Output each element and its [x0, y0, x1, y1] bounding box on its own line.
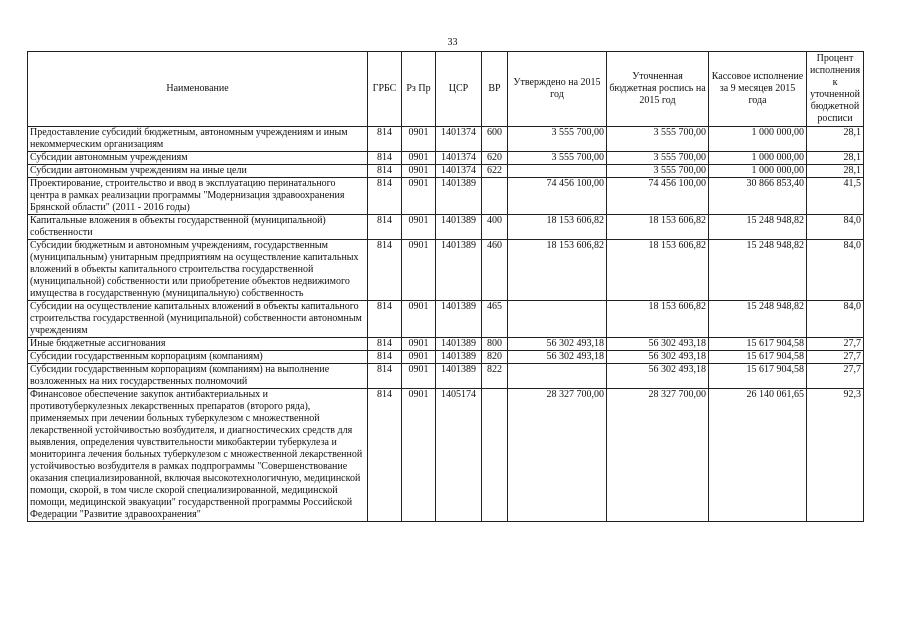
- cell-cash: 1 000 000,00: [709, 165, 807, 178]
- cell-specified: 18 153 606,82: [607, 215, 709, 240]
- table-header-row: [28, 52, 864, 127]
- cell-rzpr: 0901: [402, 389, 436, 522]
- cell-rzpr: 0901: [402, 364, 436, 389]
- cell-vr: 620: [482, 152, 508, 165]
- page-edge: [0, 626, 905, 640]
- table-row: [28, 338, 864, 351]
- cell-csr: 1405174: [436, 389, 482, 522]
- header-specified: Уточненная бюджетная роспись на 2015 год: [607, 52, 709, 127]
- header-rzpr: Рз Пр: [402, 52, 436, 127]
- cell-name: Субсидии на осуществление капитальных вложений в объекты капитального строительства государственной (муниципальной) собственности автономным учреждениям: [28, 301, 368, 338]
- cell-cash: 15 248 948,82: [709, 240, 807, 301]
- cell-vr: 460: [482, 240, 508, 301]
- cell-rzpr: 0901: [402, 301, 436, 338]
- table-row: [28, 127, 864, 152]
- table-row: [28, 215, 864, 240]
- cell-approved: 3 555 700,00: [508, 127, 607, 152]
- cell-rzpr: 0901: [402, 178, 436, 215]
- cell-percent: 27,7: [807, 364, 864, 389]
- cell-rzpr: 0901: [402, 152, 436, 165]
- cell-percent: 84,0: [807, 215, 864, 240]
- cell-specified: 28 327 700,00: [607, 389, 709, 522]
- cell-csr: 1401389: [436, 215, 482, 240]
- table-row: [28, 178, 864, 215]
- cell-cash: 15 617 904,58: [709, 351, 807, 364]
- cell-rzpr: 0901: [402, 165, 436, 178]
- cell-name: Субсидии государственным корпорациям (компаниям) на выполнение возложенных на них государственных полномочий: [28, 364, 368, 389]
- table-row: [28, 351, 864, 364]
- cell-grbs: 814: [368, 165, 402, 178]
- cell-vr: 822: [482, 364, 508, 389]
- cell-percent: 27,7: [807, 338, 864, 351]
- cell-approved: 56 302 493,18: [508, 338, 607, 351]
- header-grbs: ГРБС: [368, 52, 402, 127]
- cell-rzpr: 0901: [402, 215, 436, 240]
- cell-cash: 1 000 000,00: [709, 127, 807, 152]
- cell-csr: 1401389: [436, 240, 482, 301]
- cell-vr: 465: [482, 301, 508, 338]
- header-name: Наименование: [28, 52, 368, 127]
- cell-percent: 92,3: [807, 389, 864, 522]
- cell-name: Иные бюджетные ассигнования: [28, 338, 368, 351]
- table-row: [28, 301, 864, 338]
- cell-specified: 3 555 700,00: [607, 165, 709, 178]
- cell-approved: 28 327 700,00: [508, 389, 607, 522]
- cell-rzpr: 0901: [402, 127, 436, 152]
- header-vr: ВР: [482, 52, 508, 127]
- cell-approved: 74 456 100,00: [508, 178, 607, 215]
- cell-percent: 28,1: [807, 127, 864, 152]
- cell-name: Капитальные вложения в объекты государственной (муниципальной) собственности: [28, 215, 368, 240]
- cell-cash: 15 248 948,82: [709, 215, 807, 240]
- cell-csr: 1401389: [436, 301, 482, 338]
- cell-csr: 1401389: [436, 178, 482, 215]
- table-row: [28, 240, 864, 301]
- cell-grbs: 814: [368, 215, 402, 240]
- cell-approved: 56 302 493,18: [508, 351, 607, 364]
- cell-vr: 600: [482, 127, 508, 152]
- cell-grbs: 814: [368, 389, 402, 522]
- cell-grbs: 814: [368, 178, 402, 215]
- cell-name: Субсидии автономным учреждениям: [28, 152, 368, 165]
- cell-name: Финансовое обеспечение закупок антибактериальных и противотуберкулезных лекарственных препаратов (второго ряда), применяемых при лечении больных туберкулезом с множественной лекарственной устойчивостью возбудителя, и диагностических средств для выявления, определения чувствительности микобактерии туберкулеза и мониторинга лечения больных туберкулезом с множественной лекарственной устойчивостью возбудителя в рамках подпрограммы "Совершенствование оказания специализированной, включая высокотехнологичную, медицинской помощи, скорой, в том числе скорой специализированной, медицинской помощи, медицинской эвакуации" государственной программы Российской Федерации "Развитие здравоохранения": [28, 389, 368, 522]
- cell-csr: 1401374: [436, 165, 482, 178]
- cell-name: Субсидии автономным учреждениям на иные цели: [28, 165, 368, 178]
- cell-rzpr: 0901: [402, 351, 436, 364]
- header-csr: ЦСР: [436, 52, 482, 127]
- cell-grbs: 814: [368, 152, 402, 165]
- cell-csr: 1401389: [436, 351, 482, 364]
- cell-vr: 400: [482, 215, 508, 240]
- page-number: 33: [447, 37, 458, 48]
- header-approved: Утверждено на 2015 год: [508, 52, 607, 127]
- cell-csr: 1401374: [436, 152, 482, 165]
- cell-vr: [482, 178, 508, 215]
- cell-cash: 26 140 061,65: [709, 389, 807, 522]
- cell-approved: [508, 364, 607, 389]
- cell-percent: 84,0: [807, 240, 864, 301]
- cell-specified: 74 456 100,00: [607, 178, 709, 215]
- cell-rzpr: 0901: [402, 240, 436, 301]
- table-row: [28, 152, 864, 165]
- cell-specified: 3 555 700,00: [607, 152, 709, 165]
- cell-approved: 18 153 606,82: [508, 240, 607, 301]
- cell-grbs: 814: [368, 364, 402, 389]
- cell-vr: [482, 389, 508, 522]
- cell-percent: 28,1: [807, 152, 864, 165]
- table-row: [28, 165, 864, 178]
- budget-execution-table: [27, 51, 864, 522]
- cell-specified: 18 153 606,82: [607, 301, 709, 338]
- cell-grbs: 814: [368, 240, 402, 301]
- cell-csr: 1401374: [436, 127, 482, 152]
- cell-cash: 30 866 853,40: [709, 178, 807, 215]
- cell-rzpr: 0901: [402, 338, 436, 351]
- cell-approved: [508, 165, 607, 178]
- cell-percent: 41,5: [807, 178, 864, 215]
- table-row: [28, 389, 864, 522]
- cell-grbs: 814: [368, 301, 402, 338]
- cell-csr: 1401389: [436, 364, 482, 389]
- cell-name: Проектирование, строительство и ввод в эксплуатацию перинатального центра в рамках реализации программы "Модернизация здравоохранения Брянской области" (2011 - 2016 годы): [28, 178, 368, 215]
- cell-cash: 15 617 904,58: [709, 364, 807, 389]
- cell-name: Предоставление субсидий бюджетным, автономным учреждениям и иным некоммерческим организациям: [28, 127, 368, 152]
- cell-specified: 56 302 493,18: [607, 364, 709, 389]
- header-cash: Кассовое исполнение за 9 месяцев 2015 года: [709, 52, 807, 127]
- cell-csr: 1401389: [436, 338, 482, 351]
- cell-grbs: 814: [368, 127, 402, 152]
- cell-approved: [508, 301, 607, 338]
- cell-percent: 28,1: [807, 165, 864, 178]
- table-body: [28, 127, 864, 522]
- cell-approved: 3 555 700,00: [508, 152, 607, 165]
- header-percent: Процент исполнения к уточненной бюджетной росписи: [807, 52, 864, 127]
- cell-percent: 84,0: [807, 301, 864, 338]
- cell-cash: 15 617 904,58: [709, 338, 807, 351]
- cell-specified: 56 302 493,18: [607, 351, 709, 364]
- cell-vr: 820: [482, 351, 508, 364]
- cell-vr: 800: [482, 338, 508, 351]
- cell-specified: 18 153 606,82: [607, 240, 709, 301]
- cell-vr: 622: [482, 165, 508, 178]
- cell-specified: 56 302 493,18: [607, 338, 709, 351]
- cell-approved: 18 153 606,82: [508, 215, 607, 240]
- cell-percent: 27,7: [807, 351, 864, 364]
- table-row: [28, 364, 864, 389]
- cell-specified: 3 555 700,00: [607, 127, 709, 152]
- cell-name: Субсидии бюджетным и автономным учреждениям, государственным (муниципальным) унитарным предприятиям на осуществление капитальных вложений в объекты капитального строительства государственной (муниципальной) собственности или приобретение объектов недвижимого имущества в государственную (муниципальную) собственность: [28, 240, 368, 301]
- cell-name: Субсидии государственным корпорациям (компаниям): [28, 351, 368, 364]
- cell-cash: 1 000 000,00: [709, 152, 807, 165]
- cell-grbs: 814: [368, 338, 402, 351]
- cell-cash: 15 248 948,82: [709, 301, 807, 338]
- cell-grbs: 814: [368, 351, 402, 364]
